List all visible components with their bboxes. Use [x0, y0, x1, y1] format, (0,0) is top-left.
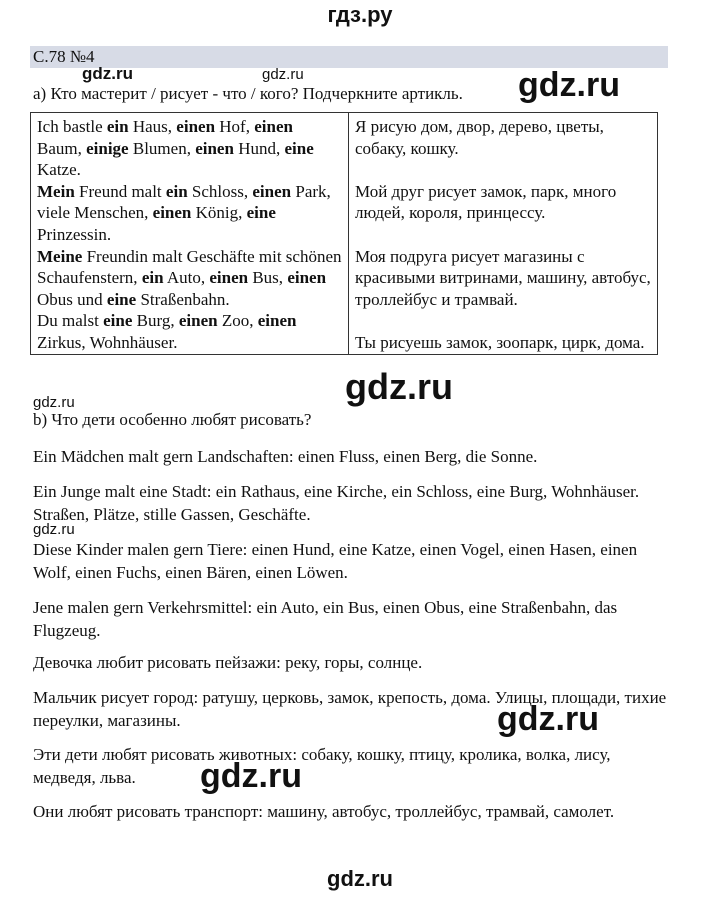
article-word: ein — [106, 117, 129, 136]
watermark-text: gdz.ru — [518, 66, 620, 104]
sentence-fragment: Baum, — [37, 138, 87, 158]
article-word: einen — [257, 311, 297, 331]
sentence-fragment: Hof, — [215, 117, 255, 136]
paragraph: Ein Junge malt eine Stadt: ein Rathaus, eine Kirche, ein Schloss, eine Burg, Wohnhäuser. Straßen, Plätze, stille Gassen, Geschäfte. — [33, 482, 640, 524]
watermark-text: gdz.ru — [345, 366, 453, 407]
german-sentence — [37, 181, 342, 246]
paragraph: Jene malen gern Verkehrsmittel: ein Auto, ein Bus, einen Obus, eine Straßenbahn, das Flugzeug. — [33, 598, 618, 640]
paragraph: Они любят рисовать транспорт: машину, автобус, троллейбус, трамвай, самолет. — [33, 802, 615, 821]
sentence-fragment: Prinzessin. — [37, 224, 112, 244]
table-row — [31, 113, 658, 355]
translation-table — [30, 112, 658, 355]
paragraph: Эти дети любят рисовать животных: собаку, кошку, птицу, кролика, волка, лису, медведя, льва. — [33, 745, 611, 787]
article-word: eine — [284, 138, 314, 158]
article-word: eine — [103, 311, 133, 331]
article-word: eine — [246, 203, 276, 223]
article-word: Meine — [37, 246, 83, 266]
sentence-fragment: Park, viele Menschen, — [37, 181, 331, 223]
sentence-fragment: Haus, — [128, 117, 177, 136]
watermark-text: gdz.ru — [33, 394, 75, 411]
article-word: einen — [254, 117, 293, 136]
site-header-title: гдз.ру — [327, 2, 393, 27]
sentence-fragment: Freund malt — [74, 181, 166, 201]
section-title: С.78 №4 — [33, 47, 95, 66]
german-cell — [31, 113, 349, 355]
sentence-fragment: Auto, — [163, 268, 210, 288]
article-word: ein — [141, 268, 164, 288]
sentence-fragment: Hund, — [233, 138, 285, 158]
sentence-fragment: Obus und — [37, 289, 107, 309]
sentence-fragment: Freundin malt Geschäfte mit schönen Schaufenstern, — [37, 246, 342, 288]
sentence-fragment: Zirkus, Wohnhäuser. — [37, 332, 178, 352]
russian-sentence: Ты рисуешь замок, зоопарк, цирк, дома. — [355, 332, 645, 352]
sentence-fragment: Straßenbahn. — [136, 289, 230, 309]
watermark-text: gdz.ru — [497, 700, 599, 738]
german-sentence — [37, 116, 342, 181]
article-word: einen — [178, 311, 218, 331]
article-word: einen — [176, 117, 216, 136]
article-word: einen — [287, 268, 327, 288]
article-word: Mein — [37, 181, 75, 201]
russian-cell — [349, 113, 658, 355]
sentence-fragment: Du malst — [37, 311, 104, 331]
article-word: eine — [106, 289, 137, 309]
paragraph: Diese Kinder malen gern Tiere: einen Hund, eine Katze, einen Vogel, einen Hasen, einen Wolf, einen Fuchs, einen Bären, einen Löwen. — [33, 540, 638, 582]
article-word: einen — [195, 138, 234, 158]
paragraph: Девочка любит рисовать пейзажи: реку, горы, солнце. — [33, 653, 423, 672]
sentence-fragment: Katze. — [37, 160, 81, 180]
sentence-fragment: Zoo, — [217, 311, 258, 331]
german-sentence — [37, 310, 342, 353]
article-word: einen — [252, 181, 292, 201]
article-word: einen — [209, 268, 249, 288]
sentence-fragment: König, — [191, 203, 247, 223]
sentence-fragment: Ich bastle — [37, 117, 107, 136]
sentence-fragment: Blumen, — [128, 138, 196, 158]
sentence-fragment: Bus, — [248, 268, 288, 288]
sentence-fragment: Burg, — [132, 311, 179, 331]
article-word: ein — [165, 181, 188, 201]
article-word: einen — [152, 203, 192, 223]
watermark-text: gdz.ru — [82, 64, 133, 83]
task-a-heading: a) Кто мастерит / рисует - что / кого? Подчеркните артикль. — [33, 84, 463, 103]
russian-sentence: Моя подруга рисует магазины с красивыми витринами, машину, автобус, троллейбус и трамвай. — [355, 246, 651, 309]
watermark-text: gdz.ru — [200, 757, 302, 795]
paragraph: Ein Mädchen malt gern Landschaften: einen Fluss, einen Berg, die Sonne. — [33, 447, 538, 466]
watermark-text: gdz.ru — [327, 866, 393, 891]
german-sentence — [37, 246, 342, 311]
paragraph: Мальчик рисует город: ратушу, церковь, замок, крепость, дома. Улицы, площади, тихие переулки, магазины. — [33, 688, 667, 730]
sentence-fragment: Schloss, — [187, 181, 253, 201]
russian-sentence: Мой друг рисует замок, парк, много людей, короля, принцессу. — [355, 181, 617, 223]
watermark-text: gdz.ru — [33, 521, 75, 538]
article-word: einige — [86, 138, 129, 158]
russian-sentence: Я рисую дом, двор, дерево, цветы, собаку, кошку. — [355, 117, 604, 158]
task-b-heading: b) Что дети особенно любят рисовать? — [33, 410, 312, 429]
watermark-text: gdz.ru — [262, 66, 304, 83]
